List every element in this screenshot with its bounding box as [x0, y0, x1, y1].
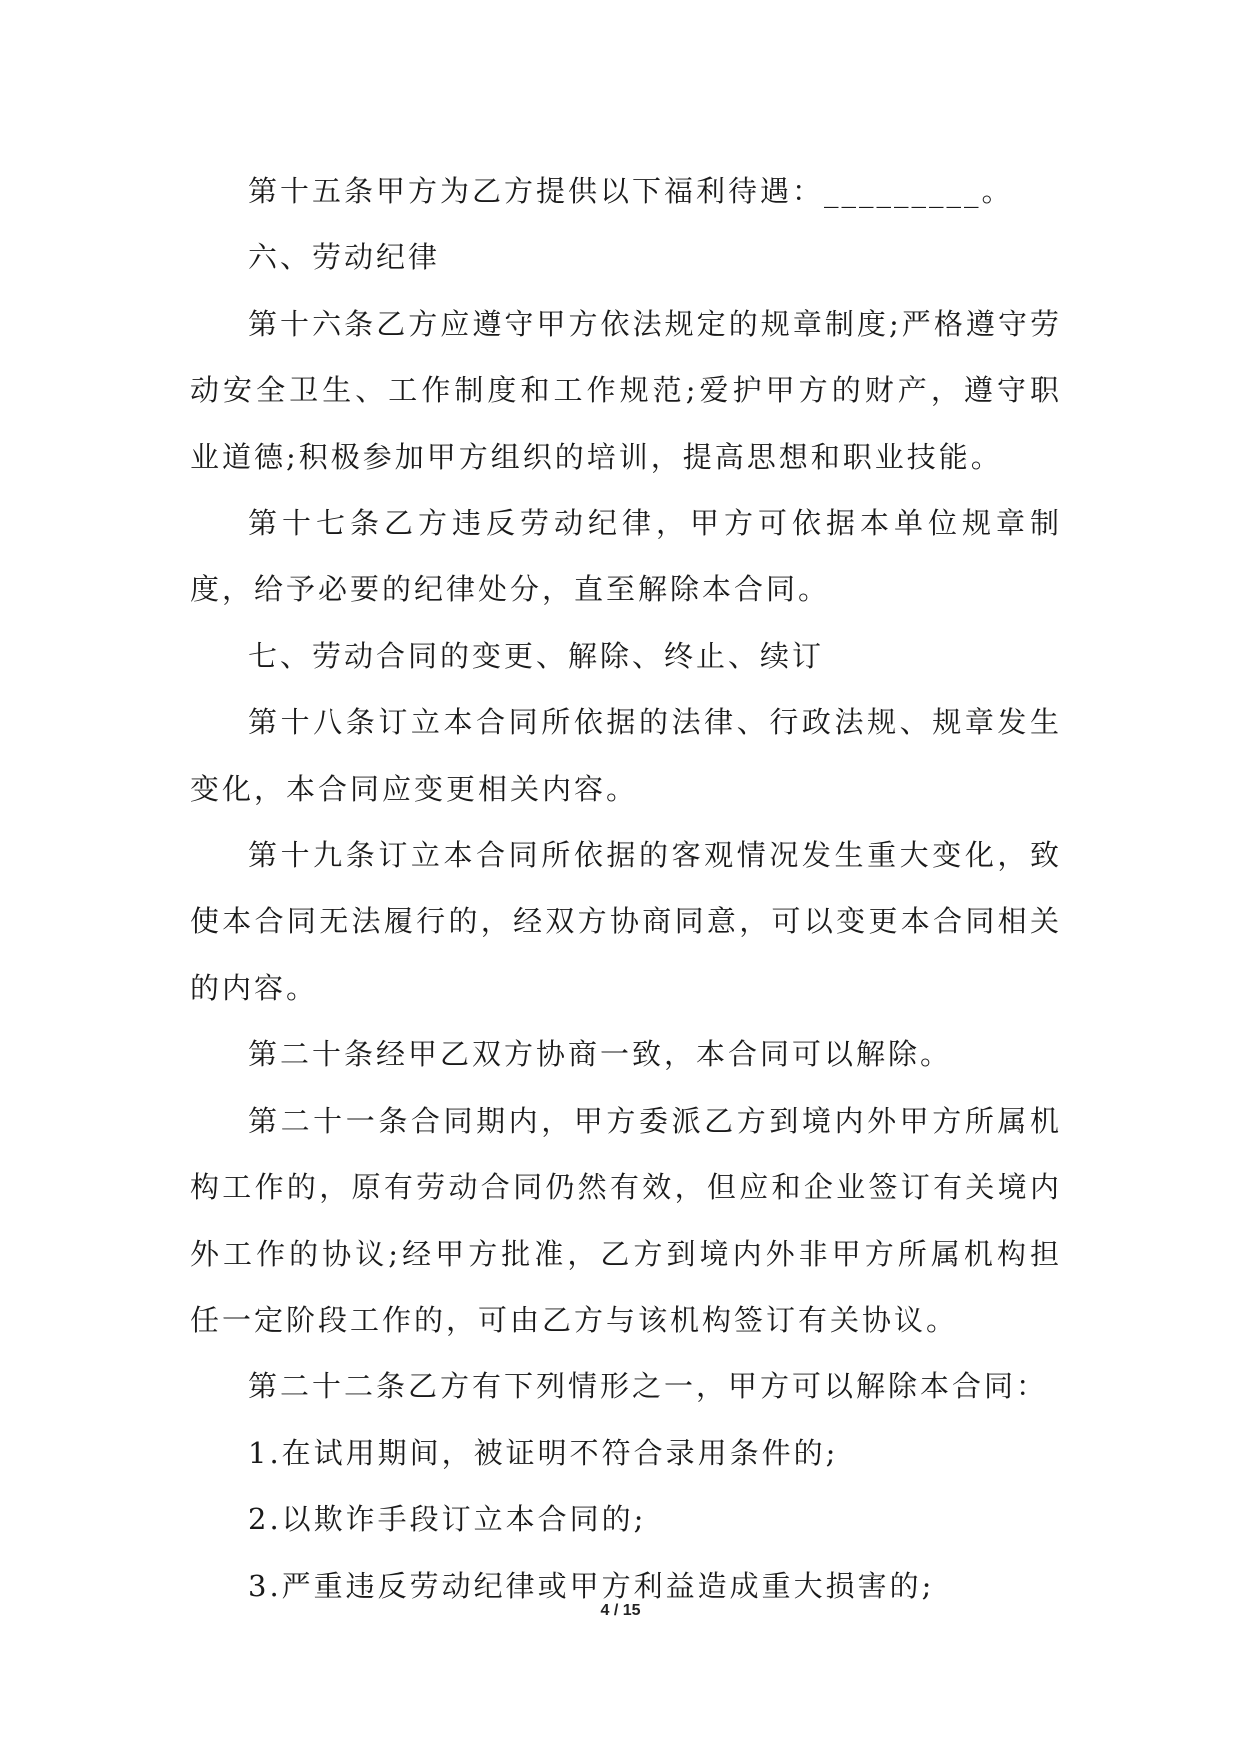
document-body [190, 158, 1062, 1619]
section-heading-labor-discipline: 六、劳动纪律 [248, 240, 441, 275]
clause-21-assignment: 第二十一条合同期内，甲方委派乙方到境内外甲方所属机构工作的，原有劳动合同仍然有效，但应和企业签订有关境内外工作的协议;经甲方批准，乙方到境内外非甲方所属机构担任一定阶段工作的，可由乙方与该机构签订有关协议。 [190, 1103, 1062, 1337]
clause-18-legal-changes: 第十八条订立本合同所依据的法律、行政法规、规章发生变化，本合同应变更相关内容。 [190, 705, 1062, 806]
list-item-1: 1.在试用期间，被证明不符合录用条件的; [248, 1435, 839, 1470]
clause-19-objective-changes: 第十九条订立本合同所依据的客观情况发生重大变化，致使本合同无法履行的，经双方协商同意，可以变更本合同相关的内容。 [190, 838, 1062, 1005]
clause-20-mutual-termination: 第二十条经甲乙双方协商一致，本合同可以解除。 [248, 1037, 953, 1072]
clause-17-disciplinary-action: 第十七条乙方违反劳动纪律，甲方可依据本单位规章制度，给予必要的纪律处分，直至解除本合同。 [190, 506, 1062, 607]
page-number: 4 / 15 [600, 1602, 641, 1619]
clause-15-benefits: 第十五条甲方为乙方提供以下福利待遇：_________。 [248, 174, 1014, 208]
section-heading-contract-changes: 七、劳动合同的变更、解除、终止、续订 [248, 638, 825, 673]
clause-16-rules-compliance: 第十六条乙方应遵守甲方依法规定的规章制度;严格遵守劳动安全卫生、工作制度和工作规范;爱护甲方的财产，遵守职业道德;积极参加甲方组织的培训，提高思想和职业技能。 [190, 306, 1062, 474]
clause-22-termination-conditions: 第二十二条乙方有下列情形之一，甲方可以解除本合同： [248, 1369, 1049, 1404]
list-item-3: 3.严重违反劳动纪律或甲方利益造成重大损害的; [248, 1568, 935, 1603]
list-item-2: 2.以欺诈手段订立本合同的; [248, 1502, 647, 1537]
